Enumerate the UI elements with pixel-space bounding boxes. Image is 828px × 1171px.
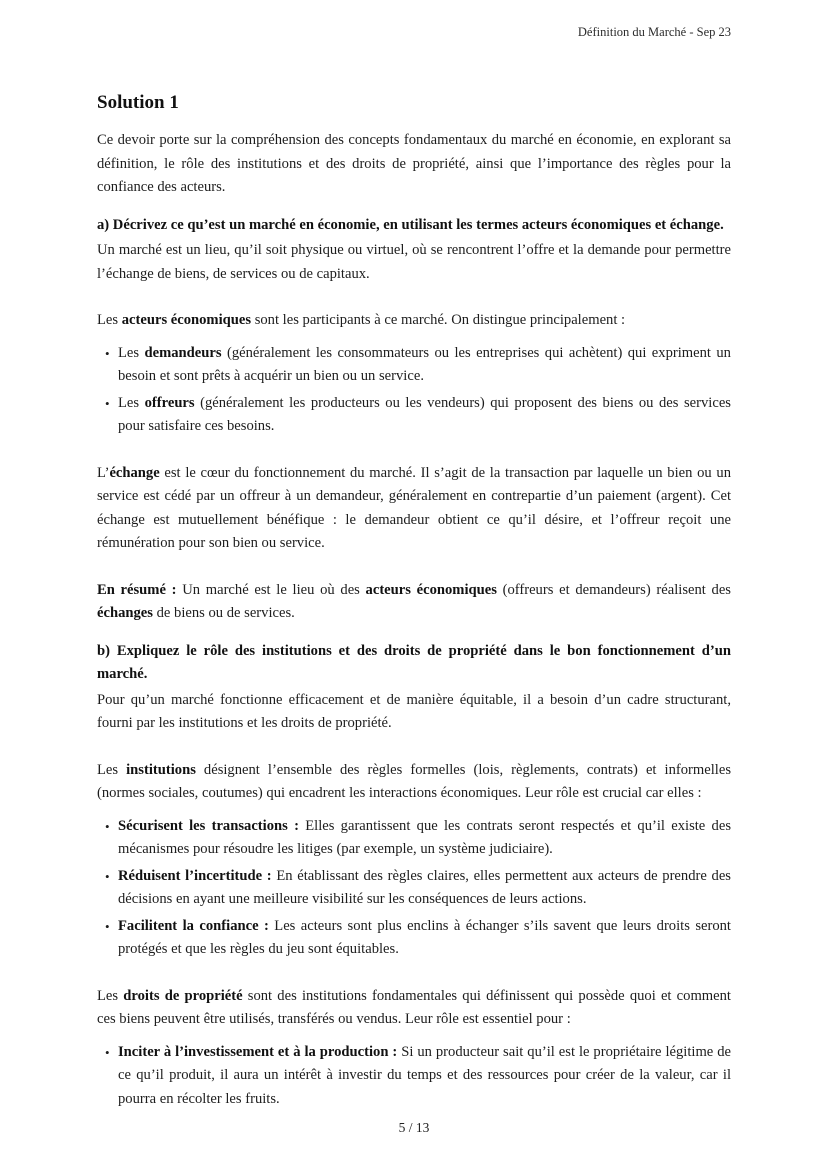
text: Un marché est le lieu où des (176, 581, 366, 598)
text: Ce devoir porte sur la compréhension des concepts fondamentaux du marché en économie, en explorant sa définition, le rôle des institutions et des droits de propriété, ainsi que l’importance des règles pour la confiance des acteurs. (97, 132, 731, 196)
paragraph (97, 985, 731, 1032)
bold-text: échange (109, 464, 160, 481)
bold-text: a) Décrivez ce qu’est un marché en économie, en utilisant les termes acteurs économiques et échange. (97, 216, 724, 233)
list-item (118, 342, 731, 389)
paragraph (97, 689, 731, 736)
text: L’ (97, 464, 110, 481)
text: est le cœur du fonctionnement du marché. Il s’agit de la transaction par laquelle un bien ou un service est cédé par un offreur à un demandeur, généralement en contrepartie d’un paiement (argent). Cet échange est mutuellement bénéfique : le demandeur obtient ce qu’il désire, et l’offreur reçoit une rémunération pour son bien ou service. (97, 464, 731, 552)
text: Les (97, 761, 127, 778)
bullet-list (97, 1041, 731, 1112)
bold-text: acteurs économiques (365, 581, 497, 598)
paragraph (97, 239, 731, 286)
text: Les (97, 312, 122, 329)
list-item (118, 865, 731, 912)
text: Les (118, 344, 145, 361)
bold-text: Facilitent la confiance : (118, 917, 269, 934)
text: Elles garantissent que les contrats seront respectés et qu’il existe des mécanismes pour résoudre les litiges (par exemple, un système judiciaire). (118, 817, 731, 858)
list-item (118, 815, 731, 862)
text: sont des institutions fondamentales qui définissent qui possède quoi et comment ces biens peuvent être utilisés, transférés ou vendus. Leur rôle est essentiel pour : (97, 987, 731, 1028)
bold-text: demandeurs (144, 344, 222, 361)
text: désignent l’ensemble des règles formelles (lois, règlements, contrats) et informelles (normes sociales, coutumes) qui encadrent les interactions économiques. Leur rôle est crucial car elles : (97, 761, 731, 802)
bold-text: b) Expliquez le rôle des institutions et des droits de propriété dans le bon fonctionnement d’un marché. (97, 642, 731, 683)
text: Pour qu’un marché fonctionne efficacement et de manière équitable, il a besoin d’un cadre structurant, fourni par les institutions et les droits de propriété. (97, 691, 731, 732)
list-item (118, 392, 731, 439)
document-header: Définition du Marché - Sep 23 (577, 25, 731, 39)
bold-text: Inciter à l’investissement et à la production : (118, 1043, 398, 1060)
text: Les (118, 394, 145, 411)
text: Les (97, 987, 124, 1004)
text: (généralement les consommateurs ou les entreprises qui achètent) qui expriment un besoin et sont prêts à acquérir un bien ou un service. (118, 344, 731, 385)
bold-text: En résumé : (97, 581, 177, 598)
document-body (97, 129, 731, 1120)
bold-text: Réduisent l’incertitude : (118, 867, 272, 884)
paragraph (97, 759, 731, 806)
bold-text: droits de propriété (123, 987, 243, 1004)
text: En établissant des règles claires, elles permettent aux acteurs de prendre des décisions en ayant une meilleure visibilité sur les conséquences de leurs actions. (118, 867, 731, 908)
bold-text: Sécurisent les transactions : (118, 817, 299, 834)
bold-text: acteurs économiques (121, 312, 252, 329)
paragraph (97, 462, 731, 556)
text: Les acteurs sont plus enclins à échanger s’ils savent que leurs droits seront protégés et que les règles du jeu sont équitables. (118, 917, 731, 958)
list-item (118, 915, 731, 962)
text: (offreurs et demandeurs) réalisent des (496, 581, 731, 598)
text: de biens ou de services. (152, 605, 295, 622)
page-number: 5 / 13 (398, 1120, 430, 1136)
list-item (118, 1041, 731, 1112)
paragraph (97, 309, 731, 333)
bold-text: offreurs (144, 394, 195, 411)
question-heading (97, 214, 731, 238)
bullet-list (97, 342, 731, 439)
paragraph (97, 129, 731, 200)
page-title: Solution 1 (97, 92, 179, 114)
bullet-list (97, 815, 731, 962)
question-heading (97, 640, 731, 687)
text: Un marché est un lieu, qu’il soit physique ou virtuel, où se rencontrent l’offre et la demande pour permettre l’échange de biens, de services ou de capitaux. (97, 242, 731, 282)
bold-text: institutions (126, 761, 196, 778)
text: sont les participants à ce marché. On distingue principalement : (251, 312, 626, 329)
paragraph (97, 579, 731, 626)
text: Si un producteur sait qu’il est le propriétaire légitime de ce qu’il produit, il aura un intérêt à investir du temps et des ressources pour créer de la valeur, car il pourra en récolter les fruits. (118, 1043, 732, 1107)
text: (généralement les producteurs ou les vendeurs) qui proposent des biens ou des services pour satisfaire ces besoins. (118, 394, 731, 435)
bold-text: échanges (97, 605, 153, 622)
